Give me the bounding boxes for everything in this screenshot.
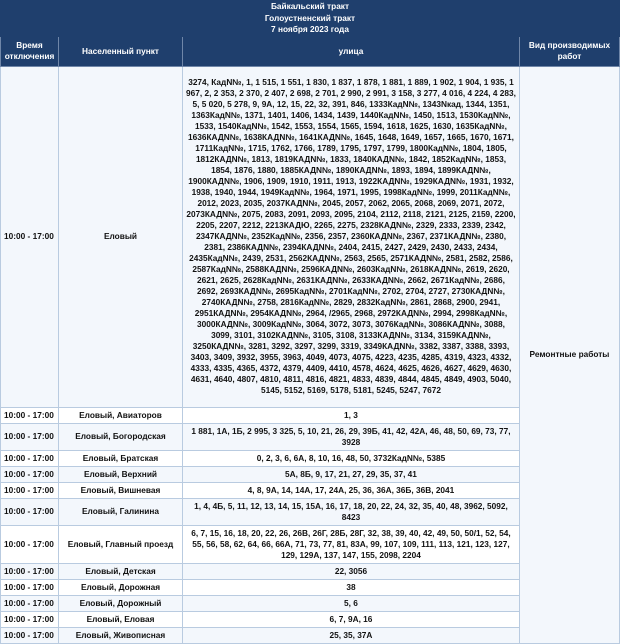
title-line-3: 7 ноября 2023 года <box>271 24 349 34</box>
work-type: Ремонтные работы <box>519 66 619 643</box>
street-list: 6, 7, 9А, 16 <box>183 611 520 627</box>
street-list: 1, 3 <box>183 407 520 423</box>
outage-time: 10:00 - 17:00 <box>1 466 59 482</box>
settlement-name: Еловый, Вишневая <box>59 482 183 498</box>
settlement-name: Еловый, Главный проезд <box>59 525 183 563</box>
column-header-street: улица <box>183 36 520 66</box>
outage-time: 10:00 - 17:00 <box>1 450 59 466</box>
outage-time: 10:00 - 17:00 <box>1 611 59 627</box>
settlement-name: Еловый, Богородская <box>59 423 183 450</box>
street-list: 22, 3056 <box>183 563 520 579</box>
street-list: 4, 8, 9А, 14, 14А, 17, 24А, 25, 36, 36А, 36Б, 36В, 2041 <box>183 482 520 498</box>
column-header-place: Населенный пункт <box>59 36 183 66</box>
street-list: 6, 7, 15, 16, 18, 20, 22, 26, 26В, 26Г, 28Б, 28Г, 32, 38, 39, 40, 42, 49, 50, 50/1, 52, 54, 55, 56, 58, 62, 64, 66, 66А, 71, 73, 77, 81, 83А, 99, 107, 109, 111, 113, 121, 123, 127, 129, 129А, 137, 147, 155, 2098, 2204 <box>183 525 520 563</box>
document-title <box>1 1 620 37</box>
settlement-name: Еловый, Галинина <box>59 498 183 525</box>
title-line-1: Байкальский тракт <box>270 1 350 11</box>
column-header-time: Время отключения <box>1 36 59 66</box>
table-row <box>1 66 620 407</box>
outage-time: 10:00 - 17:00 <box>1 627 59 643</box>
street-list: 1 881, 1А, 1Б, 2 995, 3 325, 5, 10, 21, 26, 29, 39Б, 41, 42, 42А, 46, 48, 50, 69, 73, 77, 3928 <box>183 423 520 450</box>
outage-time: 10:00 - 17:00 <box>1 66 59 407</box>
settlement-name: Еловый, Дорожный <box>59 595 183 611</box>
column-header-work: Вид производимых работ <box>519 36 619 66</box>
outage-time: 10:00 - 17:00 <box>1 482 59 498</box>
outage-time: 10:00 - 17:00 <box>1 407 59 423</box>
settlement-name: Еловый, Детская <box>59 563 183 579</box>
header-row <box>1 36 620 66</box>
settlement-name: Еловый, Верхний <box>59 466 183 482</box>
street-list: 1, 4, 4Б, 5, 11, 12, 13, 14, 15, 15А, 16, 17, 18, 20, 22, 24, 32, 35, 40, 48, 3962, 5092, 8423 <box>183 498 520 525</box>
street-list: 25, 35, 37А <box>183 627 520 643</box>
street-list: 0, 2, 3, 6, 6А, 8, 10, 16, 48, 50, 3732КадN№, 5385 <box>183 450 520 466</box>
street-list: 38 <box>183 579 520 595</box>
street-list: 5А, 8Б, 9, 17, 21, 27, 29, 35, 37, 41 <box>183 466 520 482</box>
outage-time: 10:00 - 17:00 <box>1 595 59 611</box>
title-row <box>1 1 620 37</box>
outage-time: 10:00 - 17:00 <box>1 579 59 595</box>
settlement-name: Еловый, Еловая <box>59 611 183 627</box>
outage-time: 10:00 - 17:00 <box>1 563 59 579</box>
settlement-name: Еловый, Дорожная <box>59 579 183 595</box>
outage-time: 10:00 - 17:00 <box>1 525 59 563</box>
settlement-name: Еловый, Живописная <box>59 627 183 643</box>
title-line-2: Голоустненский тракт <box>264 12 356 23</box>
street-list: 3274, КадN№, 1, 1 515, 1 551, 1 830, 1 837, 1 878, 1 881, 1 889, 1 902, 1 904, 1 935, 1 967, 2, 2 353, 2 370, 2 407, 2 698, 2 701, 2 990, 2 991, 3 158, 3 277, 4 016, 4 224, 4 283, 5, 5 020, 5 278, 9, 9А, 12, 15, 22, 32, 391, 846, 1333КадN№, 1343Nкад, 1344, 1351, 1363КадN№, 1371, 1401, 1406, 1434, 1439, 1440КадN№, 1450, 1513, 1530КадN№, 1533, 1540КадN№, 1542, 1553, 1554, 1565, 1594, 1618, 1625, 1630, 1635КадN№, 1636КАДN№, 1638КАДN№, 1641КАДN№, 1645, 1648, 1649, 1657, 1665, 1670, 1671, 1711КадN№, 1715, 1762, 1766, 1789, 1795, 1797, 1799, 1800КадN№, 1804, 1805, 1812КАДN№, 1813, 1819КАДN№, 1833, 1840КАДN№, 1842, 1852КадN№, 1853, 1854, 1876, 1880, 1885КАДN№, 1890КАДN№, 1893, 1894, 1899КАДN№, 1900КАДN№, 1906, 1909, 1910, 1911, 1913, 1922КАДN№, 1929КАДN№, 1931, 1932, 1938, 1940, 1944, 1949КадN№, 1964, 1971, 1995, 1998КадN№, 1999, 2011КадN№, 2012, 2023, 2035, 2037КАДN№, 2045, 2057, 2062, 2065, 2068, 2069, 2071, 2072, 2073КАДN№, 2075, 2083, 2091, 2093, 2095, 2104, 2112, 2118, 2121, 2125, 2159, 2200, 2205, 2207, 2212, 2213КАДЮ, 2265, 2275, 2328КАДN№, 2329, 2333, 2339, 2342, 2347КАДN№, 2352КадN№, 2356, 2357, 2360КАДN№, 2367, 2371КАДN№, 2380, 2381, 2386КАДN№, 2394КАДN№, 2404, 2415, 2427, 2429, 2430, 2433, 2434, 2435КадN№, 2439, 2531, 2562КАДN№, 2563, 2565, 2571КАДN№, 2581, 2582, 2586, 2587КадN№, 2588КАДN№, 2596КАДN№, 2603КадN№, 2618КАДN№, 2619, 2620, 2621, 2625, 2628КадN№, 2631КАДN№, 2633КАДN№, 2662, 2671КадN№, 2686, 2692, 2693КАДN№, 2695КадN№, 2701КадN№, 2702, 2704, 2727, 2730КАДN№, 2740КАДN№, 2758, 2816КадN№, 2829, 2832КадN№, 2861, 2868, 2900, 2941, 2951КАДN№, 2954КАДN№, 2964, /2965, 2968, 2972КАДN№, 2994, 2998КадN№, 3000КАДN№, 3009КадN№, 3064, 3072, 3073, 3076КадN№, 3086КАДN№, 3088, 3099, 3101, 3102КАДN№, 3105, 3108, 3133КАДN№, 3134, 3159КАДN№, 3250КАДN№, 3281, 3292, 3297, 3299, 3319, 3349КАДN№, 3382, 3387, 3388, 3393, 3403, 3409, 3932, 3955, 3963, 4049, 4073, 4075, 4223, 4235, 4285, 4319, 4323, 4332, 4333, 4335, 4365, 4372, 4379, 4409, 4410, 4578, 4624, 4625, 4626, 4627, 4629, 4630, 4631, 4640, 4807, 4810, 4811, 4816, 4821, 4833, 4839, 4844, 4845, 4849, 4903, 5040, 5145, 5152, 5169, 5178, 5181, 5245, 5247, 7672 <box>183 66 520 407</box>
settlement-name: Еловый <box>59 66 183 407</box>
outage-time: 10:00 - 17:00 <box>1 498 59 525</box>
settlement-name: Еловый, Братская <box>59 450 183 466</box>
street-list: 5, 6 <box>183 595 520 611</box>
outage-time: 10:00 - 17:00 <box>1 423 59 450</box>
settlement-name: Еловый, Авиаторов <box>59 407 183 423</box>
